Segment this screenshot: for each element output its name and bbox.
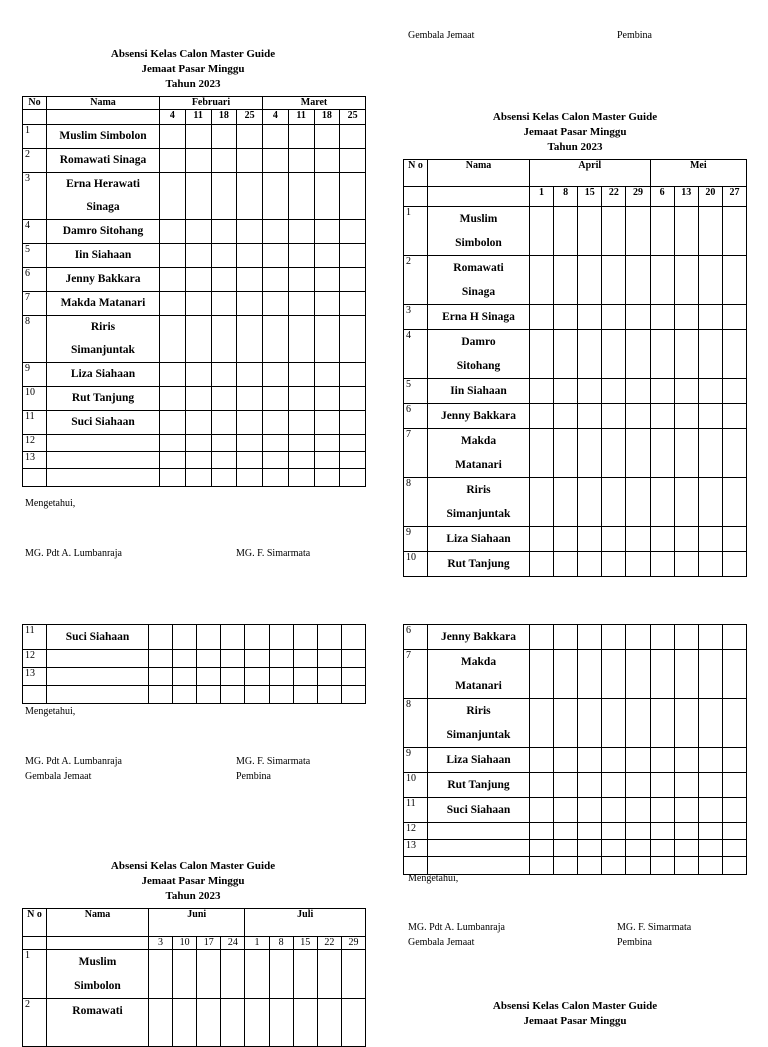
member-name: Suci Siahaan [47, 411, 160, 435]
row-number: 3 [404, 305, 428, 330]
member-name: Suci Siahaan [47, 625, 149, 650]
member-name: Matanari [455, 680, 502, 692]
table-row [23, 625, 366, 650]
mengetahui-text: Mengetahui, [25, 706, 76, 717]
member-name: Iin Siahaan [47, 244, 160, 268]
table-row [23, 220, 366, 244]
table-row [23, 125, 366, 149]
month-mar: Maret [263, 97, 366, 110]
sign-right-role: Pembina [617, 937, 652, 948]
date: 11 [185, 110, 211, 125]
title-text: Absensi Kelas Calon Master Guide [110, 48, 276, 60]
row-number: 1 [23, 950, 47, 999]
attendance-title-1 [22, 47, 364, 92]
date: 11 [288, 110, 314, 125]
row-number: 11 [23, 625, 47, 650]
member-name: Rut Tanjung [428, 552, 530, 577]
row-number: 3 [23, 173, 47, 220]
attendance-table-continuation-right [403, 624, 747, 875]
table-row [404, 748, 747, 773]
date: 18 [314, 110, 340, 125]
member-name: Liza Siahaan [428, 527, 530, 552]
year-text: Tahun 2023 [165, 78, 221, 90]
row-number: 13 [23, 452, 47, 469]
member-name: Simanjuntak [446, 508, 511, 520]
date: 25 [237, 110, 263, 125]
row-number: 12 [23, 650, 47, 668]
date: 8 [269, 937, 293, 950]
table-row [23, 149, 366, 173]
date: 13 [674, 187, 698, 207]
row-number: 1 [404, 207, 428, 256]
table-row [404, 798, 747, 823]
table-row [23, 686, 366, 704]
year-text: Tahun 2023 [165, 890, 221, 902]
member-name: Romawati [72, 1005, 123, 1017]
table-row [404, 330, 747, 379]
table-row [23, 469, 366, 487]
table-row [404, 207, 747, 256]
date: 6 [650, 187, 674, 207]
table-row [23, 316, 366, 363]
row-number: 7 [23, 292, 47, 316]
sign-left-name: MG. Pdt A. Lumbanraja [25, 548, 122, 559]
date: 8 [554, 187, 578, 207]
row-number: 2 [404, 256, 428, 305]
row-number: 2 [23, 999, 47, 1047]
title-text: Absensi Kelas Calon Master Guide [110, 860, 276, 872]
table-row [404, 552, 747, 577]
member-name: Iin Siahaan [428, 379, 530, 404]
date: 22 [602, 187, 626, 207]
date: 3 [149, 937, 173, 950]
row-number: 12 [23, 435, 47, 452]
table-row [23, 268, 366, 292]
sign-left-role: Gembala Jemaat [25, 771, 92, 782]
table-row [404, 840, 747, 857]
row-number: 4 [23, 220, 47, 244]
member-name: Suci Siahaan [428, 798, 530, 823]
title-text: Absensi Kelas Calon Master Guide [492, 1000, 658, 1012]
date: 15 [578, 187, 602, 207]
attendance-title-3 [22, 859, 364, 904]
date: 24 [221, 937, 245, 950]
row-number: 6 [404, 625, 428, 650]
table-row [23, 173, 366, 220]
attendance-table-jun-jul [22, 908, 366, 1047]
sign-right-name: MG. F. Simarmata [236, 756, 311, 767]
table-row [23, 387, 366, 411]
table-row [23, 668, 366, 686]
member-name: Damro Sitohang [47, 220, 160, 244]
member-name: Damro [461, 336, 496, 348]
table-row [404, 699, 747, 748]
attendance-table-feb-mar [22, 96, 366, 487]
member-name: Sitohang [456, 360, 501, 372]
date: 15 [293, 937, 317, 950]
date: 10 [173, 937, 197, 950]
date: 1 [245, 937, 269, 950]
row-number: 2 [23, 149, 47, 173]
table-row [404, 773, 747, 798]
member-name: Erna Herawati [66, 178, 140, 190]
row-number: 13 [23, 668, 47, 686]
row-number: 10 [404, 773, 428, 798]
table-row [404, 650, 747, 699]
row-number: 11 [404, 798, 428, 823]
date: 29 [341, 937, 365, 950]
date: 25 [340, 110, 366, 125]
member-name: Rut Tanjung [428, 773, 530, 798]
member-name: Muslim Simbolon [47, 125, 160, 149]
member-name: Makda [460, 435, 497, 447]
member-name: Simbolon [455, 237, 502, 249]
church-text: Jemaat Pasar Minggu [523, 1015, 627, 1027]
row-number: 8 [404, 478, 428, 527]
mengetahui-text: Mengetahui, [408, 873, 459, 884]
row-number: 7 [404, 650, 428, 699]
date: 17 [197, 937, 221, 950]
col-no: N o [23, 909, 47, 937]
table-row [23, 363, 366, 387]
date: 29 [626, 187, 650, 207]
sign-right-role: Pembina [236, 771, 271, 782]
table-row [404, 857, 747, 875]
member-name: Muslim [459, 213, 498, 225]
member-name: Riris [466, 705, 491, 717]
row-number: 10 [404, 552, 428, 577]
table-row [23, 244, 366, 268]
member-name: Makda Matanari [47, 292, 160, 316]
row-number: 9 [404, 748, 428, 773]
table-row [404, 527, 747, 552]
sign-right-name: MG. F. Simarmata [236, 548, 311, 559]
table-row [23, 411, 366, 435]
table-row [404, 256, 747, 305]
table-row [23, 435, 366, 452]
col-name: Nama [47, 97, 160, 110]
table-row [23, 452, 366, 469]
member-name: Liza Siahaan [428, 748, 530, 773]
attendance-title-4 [404, 999, 746, 1029]
row-number: 8 [23, 316, 47, 363]
row-number: 13 [404, 840, 428, 857]
table-row [404, 379, 747, 404]
row-number: 9 [404, 527, 428, 552]
attendance-table-continuation-left [22, 624, 366, 704]
row-number: 11 [23, 411, 47, 435]
row-number: 6 [23, 268, 47, 292]
col-name: Nama [428, 160, 530, 187]
sign-right-name: MG. F. Simarmata [617, 922, 692, 933]
month-mei: Mei [650, 160, 746, 187]
col-no: N o [404, 160, 428, 187]
table-row [404, 404, 747, 429]
month-apr: April [530, 160, 651, 187]
sign-left-name: MG. Pdt A. Lumbanraja [25, 756, 122, 767]
member-name: Jenny Bakkara [47, 268, 160, 292]
sign-left-role: Gembala Jemaat [408, 937, 475, 948]
member-name: Liza Siahaan [47, 363, 160, 387]
table-row [404, 823, 747, 840]
table-row [23, 650, 366, 668]
attendance-table-apr-mei [403, 159, 747, 577]
member-name: Jenny Bakkara [428, 625, 530, 650]
member-name: Sinaga [86, 201, 120, 213]
row-number: 5 [404, 379, 428, 404]
row-number: 5 [23, 244, 47, 268]
row-number: 10 [23, 387, 47, 411]
mengetahui-text: Mengetahui, [25, 498, 76, 509]
member-name: Muslim [78, 956, 117, 968]
church-text: Jemaat Pasar Minggu [141, 875, 245, 887]
row-number: 4 [404, 330, 428, 379]
row-number: 12 [404, 823, 428, 840]
member-name: Riris [466, 484, 491, 496]
month-jul: Juli [245, 909, 366, 937]
date: 4 [160, 110, 186, 125]
date: 1 [530, 187, 554, 207]
row-number: 6 [404, 404, 428, 429]
table-row [23, 292, 366, 316]
date: 20 [698, 187, 722, 207]
row-number: 7 [404, 429, 428, 478]
member-name: Romawati [453, 262, 504, 274]
member-name: Sinaga [461, 286, 496, 298]
member-name: Simbolon [74, 980, 121, 992]
member-name: Matanari [455, 459, 502, 471]
sign-left-name: MG. Pdt A. Lumbanraja [408, 922, 505, 933]
date: 18 [211, 110, 237, 125]
row-number: 9 [23, 363, 47, 387]
top-sign-right-role: Pembina [617, 30, 652, 41]
member-name: Erna H Sinaga [428, 305, 530, 330]
member-name: Jenny Bakkara [428, 404, 530, 429]
month-jun: Juni [149, 909, 245, 937]
table-row [404, 478, 747, 527]
title-text: Absensi Kelas Calon Master Guide [492, 111, 658, 123]
table-row [404, 305, 747, 330]
top-sign-left-role: Gembala Jemaat [408, 30, 475, 41]
member-name: Romawati Sinaga [47, 149, 160, 173]
month-feb: Februari [160, 97, 263, 110]
date: 22 [317, 937, 341, 950]
member-name: Simanjuntak [71, 344, 135, 356]
member-name: Rut Tanjung [47, 387, 160, 411]
church-text: Jemaat Pasar Minggu [141, 63, 245, 75]
church-text: Jemaat Pasar Minggu [523, 126, 627, 138]
date: 27 [722, 187, 746, 207]
row-number: 8 [404, 699, 428, 748]
attendance-title-2 [404, 110, 746, 155]
col-no: No [23, 97, 47, 110]
row-number: 1 [23, 125, 47, 149]
table-row [23, 950, 366, 999]
table-row [404, 625, 747, 650]
date: 4 [263, 110, 289, 125]
member-name: Riris [90, 321, 116, 333]
member-name: Simanjuntak [446, 729, 511, 741]
year-text: Tahun 2023 [547, 141, 603, 153]
table-row [23, 999, 366, 1047]
col-name: Nama [47, 909, 149, 937]
member-name: Makda [460, 656, 497, 668]
table-row [404, 429, 747, 478]
